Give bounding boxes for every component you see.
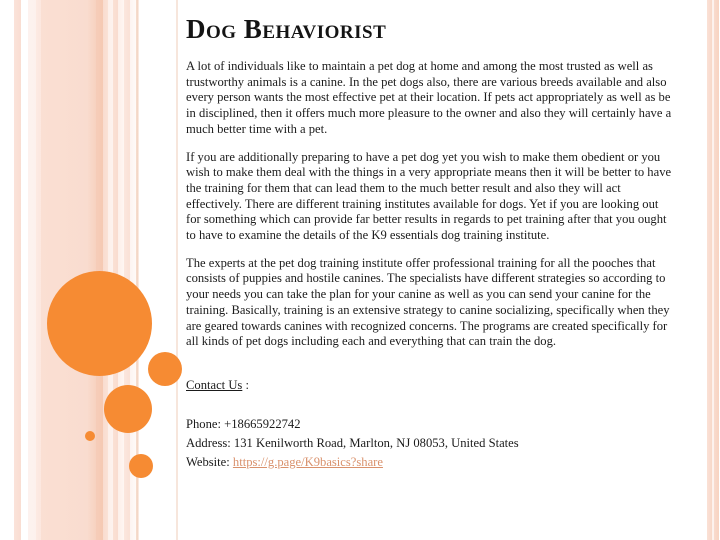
contact-heading <box>186 378 674 394</box>
decorative-circle-medium <box>104 385 152 433</box>
contact-heading-label: Contact Us <box>186 378 243 392</box>
decorative-circle-low <box>129 454 153 478</box>
contact-website-line <box>186 453 674 472</box>
content-column <box>186 0 674 540</box>
phone-label: Phone: <box>186 416 221 431</box>
page-title: Dog Behaviorist <box>186 14 387 44</box>
decorative-circle-medium-right <box>148 352 182 386</box>
contact-phone-line <box>186 415 674 434</box>
contact-block <box>186 378 674 472</box>
body-paragraph-1: A lot of individuals like to maintain a pet dog at home and among the most trusted as well as trustworthy animals is a canine. In the pet dogs also, there are various breeds available and also every person wants the most effective pet at their location. If pets act appropriately as well as be in disciplined, then it offers much more pleasure to the owner and also they will certainly have a much better time with a pet. <box>186 59 672 136</box>
decorative-circle-dot <box>85 431 95 441</box>
contact-heading-suffix: : <box>242 378 249 392</box>
body-paragraph-2: If you are additionally preparing to have a pet dog yet you wish to make them obedient or you wish to make them deal with the things in a very appropriate means then it will be better to have the training for them that can lead them to the much better result and also they will act effectively. There are different training institutes available for dogs. Yet if you are looking out for something which can provide far better results in regards to pet training after that you ought to have to examine the details of the K9 essentials dog training institute. <box>186 149 672 243</box>
phone-value: +18665922742 <box>224 416 301 431</box>
decorative-stripe-band-right <box>706 0 720 540</box>
decorative-stripe-hairline-secondary <box>176 0 178 540</box>
website-label: Website: <box>186 454 230 469</box>
body-paragraph-3: The experts at the pet dog training institute offer professional training for all the pooches that consists of puppies and hostile canines. The specialists have different strategies so according to your needs you can take the plan for your canine as well as you can send your canine for the training. Basically, training is an extensive strategy to canine socializing, specifically when they are geared towards canines with recognized concerns. The programs are created specifically for all kinds of pet dogs including each and everything that can train the dog. <box>186 255 670 349</box>
address-value: 131 Kenilworth Road, Marlton, NJ 08053, United States <box>230 435 519 450</box>
contact-address-line <box>186 434 674 453</box>
decorative-circle-large <box>47 271 152 376</box>
website-link[interactable]: https://g.page/K9basics?share <box>232 454 383 469</box>
address-label: Address: <box>186 435 231 450</box>
decorative-stripe-band-left <box>0 0 145 540</box>
